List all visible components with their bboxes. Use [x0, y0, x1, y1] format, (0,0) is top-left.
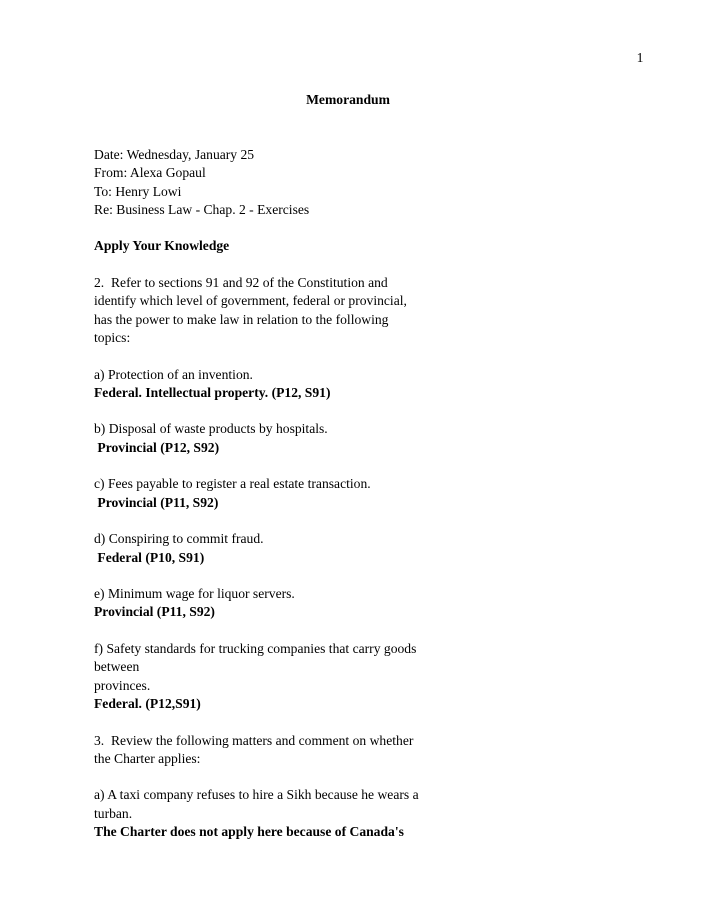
- q3-line: 3. Review the following matters and comment on whether: [94, 732, 414, 748]
- memo-from: From: Alexa Gopaul: [94, 165, 206, 181]
- q2-item-question: e) Minimum wage for liquor servers.: [94, 586, 295, 602]
- q2-item-answer: Provincial (P11, S92): [94, 494, 219, 510]
- memo-date: Date: Wednesday, January 25: [94, 147, 255, 162]
- q3-line: the Charter applies:: [94, 750, 201, 766]
- q2-item-question: a) Protection of an invention.: [94, 366, 253, 382]
- q2-item-question: f) Safety standards for trucking companies that carry goods: [94, 641, 417, 657]
- q2-item-answer: Federal. Intellectual property. (P12, S91): [94, 384, 331, 400]
- q2-item-question: c) Fees payable to register a real estate transaction.: [94, 476, 371, 492]
- q2-item-question: d) Conspiring to commit fraud.: [94, 531, 264, 547]
- q2-item-answer: Federal. (P12,S91): [94, 695, 201, 711]
- q3-item-question: a) A taxi company refuses to hire a Sikh because he wears a: [94, 787, 419, 803]
- q2-item-question: provinces.: [94, 677, 151, 693]
- page-number: 1: [636, 50, 644, 65]
- q3-item-answer: The Charter does not apply here because of Canada's: [94, 823, 404, 839]
- q2-item-answer: Provincial (P12, S92): [94, 439, 220, 455]
- memo-re: Re: Business Law - Chap. 2 - Exercises: [94, 201, 310, 217]
- memo-title: Memorandum: [306, 92, 390, 107]
- q3-item-question: turban.: [94, 805, 133, 821]
- q2-line: identify which level of government, federal or provincial,: [94, 293, 407, 309]
- q2-item-question: between: [94, 659, 140, 675]
- q2-line: 2. Refer to sections 91 and 92 of the Constitution and: [94, 275, 388, 291]
- q2-item-question: b) Disposal of waste products by hospitals.: [94, 421, 328, 437]
- q2-item-answer: Provincial (P11, S92): [94, 604, 215, 620]
- section-heading: Apply Your Knowledge: [94, 238, 230, 254]
- memo-to: To: Henry Lowi: [94, 183, 182, 199]
- memo-body: [94, 146, 434, 841]
- q2-line: has the power to make law in relation to the following: [94, 311, 389, 327]
- q2-item-answer: Federal (P10, S91): [94, 549, 205, 565]
- q2-line: topics:: [94, 329, 131, 345]
